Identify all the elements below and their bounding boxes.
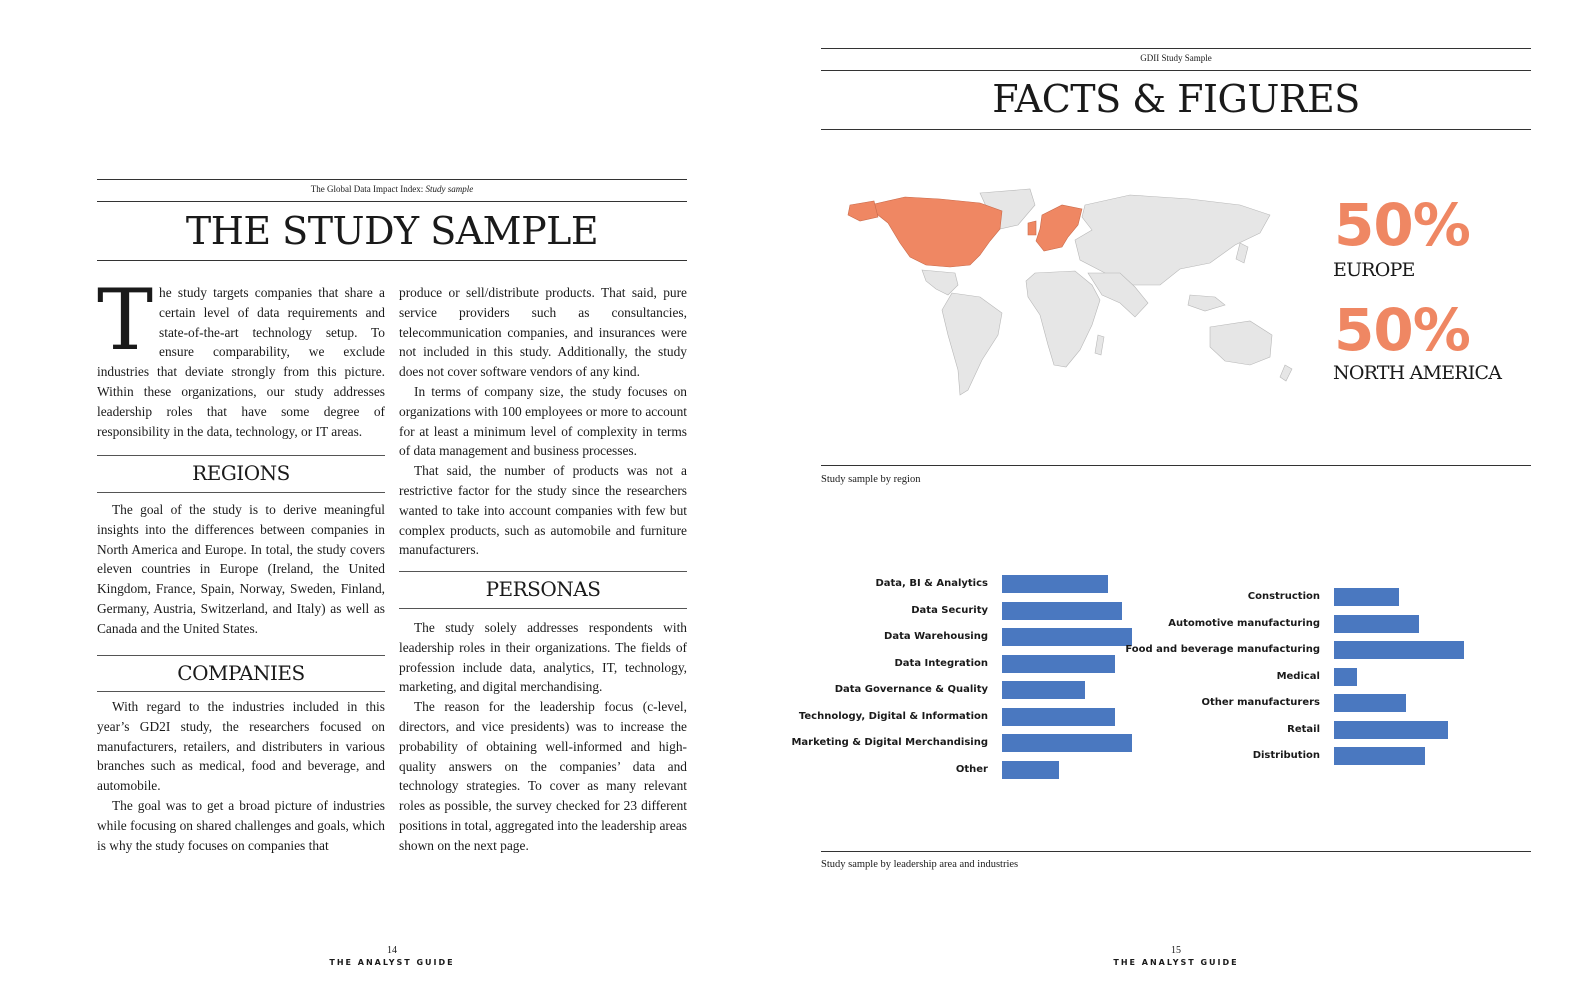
drop-cap: T [97, 271, 154, 369]
bar-label: Other manufacturers [1201, 697, 1320, 708]
stat-europe-value: 50% [1334, 191, 1470, 259]
section-heading-regions [97, 455, 385, 493]
personas-paragraph-2: The reason for the leadership focus (c-level, directors, and vice presidents) was to increase the probability of obtaining well-informed and high-quality answers on the companies’ data and technology strategies. To cover as many relevant roles as possible, the survey checked for 23 different positions in total, aggregated into the leadership areas shown on the next page. [399, 699, 687, 853]
intro-paragraph: he study targets companies that share a certain level of data requirements and state-of-the-art technology setup. To ensure comparability, we exclude industries that deviate strongly from this picture. Within these organizations, our study addresses leadership roles that have some degree of responsibility in the data, technology, or IT areas. [97, 285, 385, 439]
personas-paragraph-1: The study solely addresses respondents with leadership roles in their organizations. The fields of profession include data, analytics, IT, technology, marketing, and digital merchandising. [399, 620, 687, 695]
column-2 [399, 283, 687, 560]
bar [1334, 721, 1448, 739]
bar-label: Marketing & Digital Merchandising [791, 737, 988, 748]
bar [1334, 694, 1406, 712]
regions-text-block [97, 500, 385, 639]
column-2-paragraph-3: That said, the number of products was not a restrictive factor for the study since the researchers wanted to take into account companies with few but complex products, such as automobile and furniture manufacturers. [399, 463, 687, 558]
bar-label: Data Warehousing [884, 631, 988, 642]
kicker-italic-text: Study sample [425, 184, 474, 194]
header-rule-middle [97, 201, 687, 202]
bar-label: Data Governance & Quality [834, 684, 988, 695]
page-title: THE STUDY SAMPLE [185, 209, 599, 253]
footer-title: THE ANALYST GUIDE [329, 958, 455, 967]
header-rule-bottom [821, 129, 1531, 130]
companies-heading: COMPANIES [177, 661, 305, 685]
column-2-paragraph-2: In terms of company size, the study focuses on organizations with 100 employees or more to account for at least a minimum level of complexity in terms of data management and business processes. [399, 383, 687, 459]
right-page-footer [1076, 945, 1276, 969]
bar-label: Automotive manufacturing [1168, 617, 1320, 629]
column-2-paragraph-1: produce or sell/distribute products. That said, pure service providers such as consultancies, telecommunication companies, and insurances were not included in this study. Additionally, the study does not cover software vendors of any kind. [399, 285, 687, 380]
bar [1334, 588, 1399, 606]
companies-paragraph-2: The goal was to get a broad picture of industries while focusing on shared challenges and goals, which is why the study focuses on companies that [97, 797, 385, 853]
bar-label: Food and beverage manufacturing [1125, 644, 1320, 655]
page-kicker [97, 184, 687, 194]
bar-label: Medical [1276, 670, 1320, 682]
bar [1334, 747, 1425, 765]
bar [1334, 641, 1464, 659]
bar [1002, 761, 1059, 779]
header-rule-top [97, 179, 687, 180]
stat-north-america-label: NORTH AMERICA [1333, 362, 1502, 384]
right-page [790, 0, 1587, 998]
map-highlight [848, 197, 1082, 267]
regions-heading: REGIONS [192, 461, 290, 485]
footer-title: THE ANALYST GUIDE [1113, 958, 1239, 967]
bar-label: Technology, Digital & Information [798, 710, 988, 722]
header-rule-middle [821, 70, 1531, 71]
bar-label: Construction [1247, 591, 1320, 602]
regions-paragraph: The goal of the study is to derive meaningful insights into the differences between companies in North America and Europe. In total, the study covers eleven countries in Europe (Ireland, the United Kingdom, France, Spain, Norway, Sweden, Finland, Germany, Austria, Switzerland, and Italy) as well as Canada and the United States. [97, 502, 385, 636]
chart-caption: Study sample by leadership area and industries [821, 859, 1019, 870]
stat-europe-label: EUROPE [1333, 259, 1415, 281]
kicker-text: The Global Data Impact Index: [310, 184, 424, 194]
chart-caption-rule [821, 851, 1531, 852]
section-heading-personas [399, 571, 687, 609]
page-number: 15 [1171, 945, 1181, 956]
bar-label: Data Security [911, 604, 988, 616]
companies-paragraph-1: With regard to the industries included in this year’s GD2I study, the researchers focused on manufacturers, retailers, and distributers in various branches such as medical, food and beverage, and automobile. [97, 699, 385, 794]
map-caption: Study sample by region [821, 474, 921, 485]
bar-label: Data Integration [894, 657, 988, 669]
stat-north-america-value: 50% [1334, 296, 1470, 364]
bar-label: Retail [1287, 723, 1320, 735]
column-1 [97, 271, 385, 441]
left-page [0, 0, 790, 998]
bar-label: Data, BI & Analytics [875, 578, 988, 589]
bar-label: Other [955, 763, 988, 775]
left-page-footer [292, 945, 492, 969]
header-rule-top [821, 48, 1531, 49]
bar [1334, 668, 1357, 686]
companies-text-block [97, 697, 385, 855]
section-heading-companies [97, 655, 385, 692]
personas-text-block [399, 618, 687, 856]
map-caption-rule [821, 465, 1531, 466]
page-kicker: GDII Study Sample [1140, 53, 1212, 63]
bar [1334, 615, 1419, 633]
page-title: FACTS & FIGURES [992, 77, 1360, 121]
bar-label: Distribution [1252, 750, 1320, 761]
header-rule-bottom [97, 260, 687, 261]
world-map [830, 185, 1310, 400]
page-number: 14 [387, 945, 397, 956]
personas-heading: PERSONAS [485, 577, 601, 601]
